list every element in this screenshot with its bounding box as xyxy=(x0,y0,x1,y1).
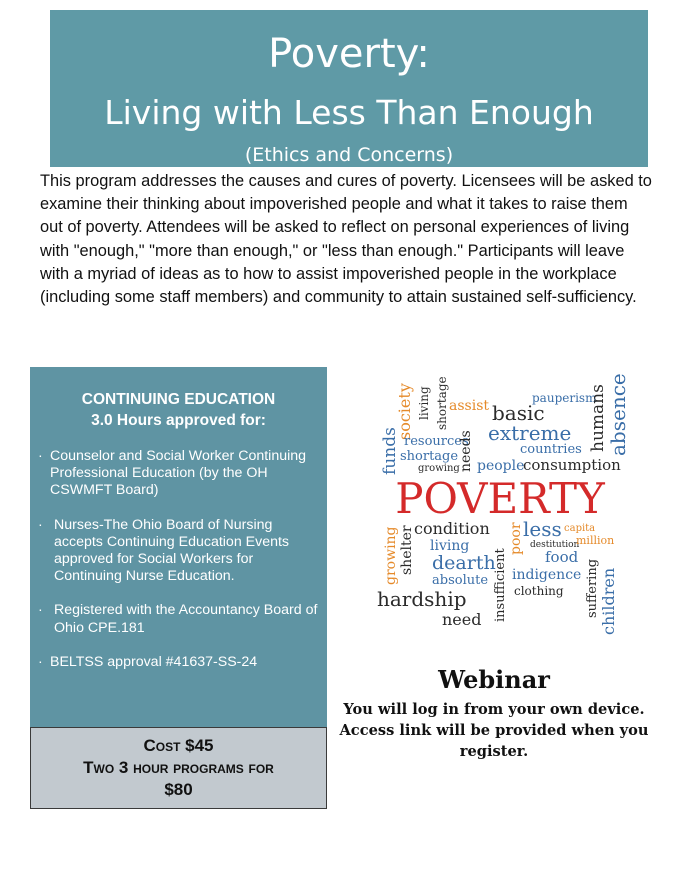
word-suffering: suffering xyxy=(585,558,600,618)
list-item-text: Nurses-The Ohio Board of Nursing accepts Continuing Education Events approved for Social Workers for Continuing Nurse Education. xyxy=(54,516,290,585)
ce-heading-line-2: 3.0 Hours approved for: xyxy=(91,412,266,429)
cost-box xyxy=(30,727,327,809)
word-children: children xyxy=(599,567,618,635)
list-item xyxy=(38,517,323,586)
word-funds: funds xyxy=(380,427,400,475)
webinar-heading: Webinar xyxy=(438,665,550,694)
word-countries: countries xyxy=(520,442,582,457)
page-subtitle: Living with Less Than Enough xyxy=(104,93,594,132)
word-poor: poor xyxy=(508,522,524,555)
intro-paragraph: This program addresses the causes and cures of poverty. Licensees will be asked to examine their thinking about impoverished people and what it takes to raise them out of poverty. Attendees will be asked to reflect on personal experiences of living with "enough," "more than enough," or "less than enough." Participants will leave with a myriad of ideas as to how to assist impoverished people in the workplace (including some staff members) and community to attain sustained self-sufficiency. xyxy=(40,172,652,307)
word-hardship: hardship xyxy=(377,587,467,611)
word-people: people xyxy=(477,458,525,474)
word-assist: assist xyxy=(449,398,490,414)
bullet-icon: · xyxy=(38,448,43,464)
word-basic: basic xyxy=(492,401,545,425)
page-title: Poverty: xyxy=(268,31,430,77)
word-society: society xyxy=(395,383,414,440)
word-resources: resources xyxy=(404,434,469,449)
word-extreme: extreme xyxy=(488,421,572,445)
title-banner xyxy=(50,10,648,167)
word-living-vertical: living xyxy=(417,386,431,420)
word-million: million xyxy=(576,534,615,547)
ce-approval-list xyxy=(38,448,323,671)
word-growing: growing xyxy=(383,526,399,585)
word-indigence: indigence xyxy=(512,567,582,583)
webinar-info xyxy=(336,665,652,762)
word-shortage: shortage xyxy=(400,449,459,464)
word-needs: needs xyxy=(458,430,474,472)
word-destitution: destitution xyxy=(530,540,580,550)
list-item xyxy=(38,602,323,636)
bullet-icon: · xyxy=(38,653,43,670)
word-shelter: shelter xyxy=(399,525,415,575)
webinar-login-note: You will log in from your own device. xyxy=(343,701,645,718)
word-condition: condition xyxy=(414,519,490,538)
word-consumption: consumption xyxy=(523,456,621,474)
word-dearth: dearth xyxy=(432,552,496,574)
word-growing-top: growing xyxy=(418,463,460,474)
list-item-text: Registered with the Accountancy Board of Ohio CPE.181 xyxy=(54,602,318,636)
page-note: (Ethics and Concerns) xyxy=(244,144,454,166)
list-item xyxy=(38,448,323,500)
cost-bundle-label: Two 3 hour programs for xyxy=(83,758,274,777)
list-item xyxy=(38,654,323,671)
word-insufficient: insufficient xyxy=(493,548,508,622)
list-item-text: BELTSS approval #41637-SS-24 xyxy=(50,653,258,670)
word-clothing: clothing xyxy=(514,584,564,598)
word-shortage-vertical: shortage xyxy=(435,376,449,430)
word-humans: humans xyxy=(588,384,608,452)
webinar-access-note: Access link will be provided when you register. xyxy=(339,722,649,760)
word-capita: capita xyxy=(564,523,596,534)
word-poverty: POVERTY xyxy=(395,474,605,523)
ce-heading xyxy=(30,389,327,431)
word-absolute: absolute xyxy=(432,573,489,588)
continuing-education-panel xyxy=(30,367,327,727)
poverty-word-cloud xyxy=(350,360,650,650)
cost-bundle-price: $80 xyxy=(164,780,193,799)
list-item-text: Counselor and Social Worker Continuing Professional Education (by the OH CSWMFT Board) xyxy=(50,448,307,499)
word-food: food xyxy=(545,548,579,566)
word-pauperism: pauperism xyxy=(532,391,597,405)
ce-heading-line-1: CONTINUING EDUCATION xyxy=(81,391,276,408)
bullet-icon: · xyxy=(38,516,43,533)
word-absence: absence xyxy=(606,373,630,456)
bullet-icon: · xyxy=(38,602,43,619)
word-living: living xyxy=(430,538,470,554)
word-need: need xyxy=(442,610,482,629)
cost-single: Cost $45 xyxy=(143,736,214,755)
word-less: less xyxy=(523,517,562,541)
